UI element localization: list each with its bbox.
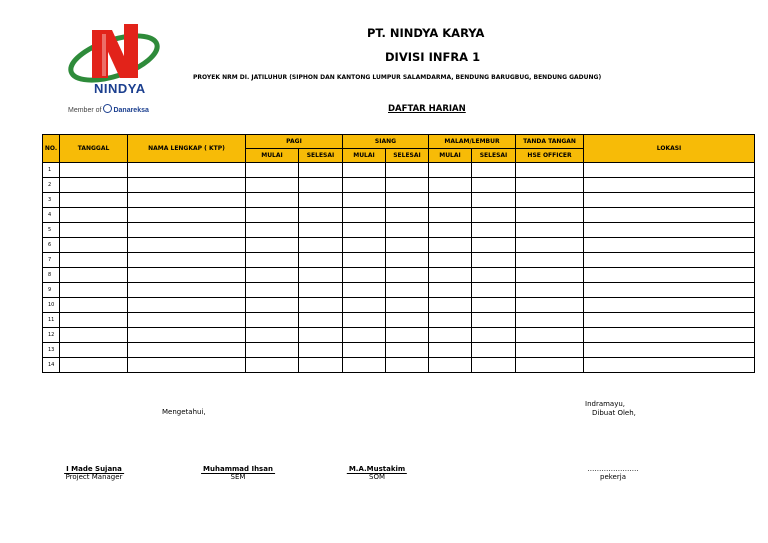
table-cell[interactable] xyxy=(128,253,246,268)
signatory-role: pekerja xyxy=(600,473,626,481)
table-cell[interactable] xyxy=(584,283,755,298)
table-cell[interactable] xyxy=(472,193,516,208)
table-cell[interactable] xyxy=(128,178,246,193)
table-cell[interactable] xyxy=(246,328,299,343)
table-cell[interactable] xyxy=(386,358,429,373)
table-cell[interactable] xyxy=(516,328,584,343)
table-row xyxy=(43,238,755,253)
col-header-malam-selesai: SELESAI xyxy=(472,149,516,163)
table-cell[interactable] xyxy=(128,238,246,253)
table-cell[interactable] xyxy=(128,343,246,358)
table-cell[interactable] xyxy=(128,358,246,373)
table-cell[interactable] xyxy=(246,193,299,208)
mengetahui-label: Mengetahui, xyxy=(162,408,206,416)
project-title: PROYEK NRM DI. JATILUHUR (SIPHON DAN KANTONG LUMPUR SALAMDARMA, BENDUNG BARUGBUG, BENDUNG GADUNG) xyxy=(193,74,602,81)
table-cell[interactable] xyxy=(584,313,755,328)
row-number: 11 xyxy=(43,313,60,328)
table-cell[interactable] xyxy=(343,343,386,358)
row-number: 6 xyxy=(43,238,60,253)
table-cell[interactable] xyxy=(128,268,246,283)
logo-wordmark: NINDYA xyxy=(94,81,146,96)
table-cell[interactable] xyxy=(584,268,755,283)
table-cell[interactable] xyxy=(343,283,386,298)
table-cell[interactable] xyxy=(472,268,516,283)
table-cell[interactable] xyxy=(128,208,246,223)
table-cell[interactable] xyxy=(386,223,429,238)
table-cell[interactable] xyxy=(472,253,516,268)
table-row xyxy=(43,208,755,223)
row-number: 5 xyxy=(43,223,60,238)
table-cell[interactable] xyxy=(584,328,755,343)
danareksa-icon xyxy=(103,104,112,113)
table-cell[interactable] xyxy=(128,298,246,313)
table-cell[interactable] xyxy=(429,253,472,268)
signatory-pm xyxy=(64,465,124,481)
signatory-role: Project Manager xyxy=(65,473,123,481)
col-header-malam-mulai: MULAI xyxy=(429,149,472,163)
table-cell[interactable] xyxy=(516,193,584,208)
table-cell[interactable] xyxy=(299,343,343,358)
table-row xyxy=(43,313,755,328)
table-cell[interactable] xyxy=(472,328,516,343)
table-cell[interactable] xyxy=(299,238,343,253)
table-row xyxy=(43,163,755,178)
table-cell[interactable] xyxy=(299,268,343,283)
table-cell[interactable] xyxy=(386,328,429,343)
table-row xyxy=(43,268,755,283)
signatory-som xyxy=(347,465,407,481)
table-cell[interactable] xyxy=(60,253,128,268)
table-row xyxy=(43,358,755,373)
member-of-text: Member of xyxy=(68,107,102,114)
table-cell[interactable] xyxy=(60,238,128,253)
table-cell[interactable] xyxy=(386,253,429,268)
table-cell[interactable] xyxy=(516,343,584,358)
table-cell[interactable] xyxy=(584,163,755,178)
table-cell[interactable] xyxy=(386,283,429,298)
table-cell[interactable] xyxy=(472,238,516,253)
table-cell[interactable] xyxy=(246,238,299,253)
table-cell[interactable] xyxy=(386,208,429,223)
table-cell[interactable] xyxy=(246,268,299,283)
col-header-siang-selesai: SELESAI xyxy=(386,149,429,163)
table-cell[interactable] xyxy=(246,253,299,268)
table-cell[interactable] xyxy=(386,163,429,178)
table-cell[interactable] xyxy=(128,313,246,328)
place-label: Indramayu, xyxy=(585,400,626,408)
table-cell[interactable] xyxy=(299,298,343,313)
table-cell[interactable] xyxy=(472,208,516,223)
table-cell[interactable] xyxy=(60,313,128,328)
table-cell[interactable] xyxy=(60,193,128,208)
col-header-pagi-selesai: SELESAI xyxy=(299,149,343,163)
table-cell[interactable] xyxy=(299,313,343,328)
table-cell[interactable] xyxy=(299,178,343,193)
table-cell[interactable] xyxy=(516,223,584,238)
table-cell[interactable] xyxy=(299,283,343,298)
table-row xyxy=(43,223,755,238)
table-cell[interactable] xyxy=(60,163,128,178)
signatory-name: I Made Sujana xyxy=(66,465,122,473)
document-title: DAFTAR HARIAN xyxy=(388,104,466,114)
table-cell[interactable] xyxy=(386,238,429,253)
row-number: 7 xyxy=(43,253,60,268)
row-number: 14 xyxy=(43,358,60,373)
table-cell[interactable] xyxy=(472,343,516,358)
signatory-sem xyxy=(201,465,275,481)
table-cell[interactable] xyxy=(516,313,584,328)
dibuat-oleh-label: Dibuat Oleh, xyxy=(592,409,636,417)
row-number: 4 xyxy=(43,208,60,223)
table-cell[interactable] xyxy=(60,328,128,343)
row-number: 10 xyxy=(43,298,60,313)
table-cell[interactable] xyxy=(516,178,584,193)
col-header-hse-officer: HSE OFFICER xyxy=(516,149,584,163)
table-cell[interactable] xyxy=(429,223,472,238)
table-cell[interactable] xyxy=(299,223,343,238)
table-cell[interactable] xyxy=(299,253,343,268)
table-cell[interactable] xyxy=(343,313,386,328)
table-cell[interactable] xyxy=(386,343,429,358)
table-cell[interactable] xyxy=(429,268,472,283)
table-cell[interactable] xyxy=(584,208,755,223)
signatory-name: Muhammad Ihsan xyxy=(203,465,273,473)
table-cell[interactable] xyxy=(429,358,472,373)
table-cell[interactable] xyxy=(584,238,755,253)
table-cell[interactable] xyxy=(516,268,584,283)
table-row xyxy=(43,343,755,358)
table-cell[interactable] xyxy=(60,208,128,223)
table-cell[interactable] xyxy=(429,283,472,298)
table-cell[interactable] xyxy=(429,238,472,253)
table-cell[interactable] xyxy=(429,313,472,328)
table-cell[interactable] xyxy=(516,208,584,223)
row-number: 8 xyxy=(43,268,60,283)
col-header-pagi: PAGI xyxy=(246,135,343,149)
member-of-tagline xyxy=(68,104,149,114)
table-cell[interactable] xyxy=(343,223,386,238)
table-cell[interactable] xyxy=(516,238,584,253)
table-cell[interactable] xyxy=(584,223,755,238)
table-cell[interactable] xyxy=(472,163,516,178)
signatory-role: SEM xyxy=(230,473,246,481)
table-cell[interactable] xyxy=(60,268,128,283)
table-cell[interactable] xyxy=(584,193,755,208)
table-cell[interactable] xyxy=(246,298,299,313)
table-cell[interactable] xyxy=(246,313,299,328)
table-cell[interactable] xyxy=(128,163,246,178)
table-cell[interactable] xyxy=(299,328,343,343)
table-cell[interactable] xyxy=(429,163,472,178)
table-cell[interactable] xyxy=(343,163,386,178)
table-cell[interactable] xyxy=(60,223,128,238)
table-cell[interactable] xyxy=(472,178,516,193)
table-row xyxy=(43,298,755,313)
table-cell[interactable] xyxy=(429,178,472,193)
table-row xyxy=(43,328,755,343)
table-cell[interactable] xyxy=(246,343,299,358)
row-number: 12 xyxy=(43,328,60,343)
table-cell[interactable] xyxy=(584,253,755,268)
table-cell[interactable] xyxy=(299,358,343,373)
row-number: 9 xyxy=(43,283,60,298)
table-cell[interactable] xyxy=(343,208,386,223)
col-header-siang: SIANG xyxy=(343,135,429,149)
daily-attendance-table xyxy=(42,134,755,373)
signatory-pekerja xyxy=(587,465,638,481)
table-row xyxy=(43,283,755,298)
table-cell[interactable] xyxy=(299,193,343,208)
table-cell[interactable] xyxy=(429,328,472,343)
table-cell[interactable] xyxy=(246,358,299,373)
table-cell[interactable] xyxy=(246,163,299,178)
table-cell[interactable] xyxy=(128,193,246,208)
table-cell[interactable] xyxy=(343,358,386,373)
member-brand: Danareksa xyxy=(113,107,149,114)
row-number: 13 xyxy=(43,343,60,358)
row-number: 2 xyxy=(43,178,60,193)
table-row xyxy=(43,253,755,268)
table-cell[interactable] xyxy=(516,283,584,298)
table-cell[interactable] xyxy=(516,298,584,313)
table-cell[interactable] xyxy=(472,283,516,298)
table-cell[interactable] xyxy=(60,178,128,193)
table-cell[interactable] xyxy=(343,178,386,193)
table-cell[interactable] xyxy=(128,328,246,343)
table-cell[interactable] xyxy=(429,208,472,223)
table-cell[interactable] xyxy=(343,193,386,208)
table-cell[interactable] xyxy=(60,343,128,358)
table-cell[interactable] xyxy=(584,178,755,193)
table-cell[interactable] xyxy=(386,268,429,283)
table-cell[interactable] xyxy=(584,343,755,358)
signatory-name: M.A.Mustakim xyxy=(348,465,406,473)
table-cell[interactable] xyxy=(386,178,429,193)
col-header-no: NO. xyxy=(43,135,60,163)
table-cell[interactable] xyxy=(299,208,343,223)
col-header-nama: NAMA LENGKAP ( KTP) xyxy=(128,135,246,163)
col-header-lokasi: LOKASI xyxy=(584,135,755,163)
table-cell[interactable] xyxy=(516,163,584,178)
table-cell[interactable] xyxy=(299,163,343,178)
table-cell[interactable] xyxy=(584,358,755,373)
table-cell[interactable] xyxy=(246,208,299,223)
table-cell[interactable] xyxy=(472,298,516,313)
table-row xyxy=(43,178,755,193)
table-cell[interactable] xyxy=(60,283,128,298)
table-cell[interactable] xyxy=(60,358,128,373)
table-cell[interactable] xyxy=(516,253,584,268)
signatory-role: SOM xyxy=(369,473,385,481)
table-cell[interactable] xyxy=(343,238,386,253)
table-cell[interactable] xyxy=(343,328,386,343)
col-header-siang-mulai: MULAI xyxy=(343,149,386,163)
col-header-tanda-tangan: TANDA TANGAN xyxy=(516,135,584,149)
table-cell[interactable] xyxy=(386,313,429,328)
table-cell[interactable] xyxy=(60,298,128,313)
table-cell[interactable] xyxy=(516,358,584,373)
table-cell[interactable] xyxy=(343,253,386,268)
col-header-malam: MALAM/LEMBUR xyxy=(429,135,516,149)
col-header-pagi-mulai: MULAI xyxy=(246,149,299,163)
table-cell[interactable] xyxy=(128,223,246,238)
table-cell[interactable] xyxy=(429,343,472,358)
table-cell[interactable] xyxy=(472,313,516,328)
division-title: DIVISI INFRA 1 xyxy=(385,50,481,64)
signatory-name: …………………. xyxy=(587,465,639,473)
table-cell[interactable] xyxy=(472,223,516,238)
table-body xyxy=(43,163,755,373)
table-cell[interactable] xyxy=(246,223,299,238)
row-number: 3 xyxy=(43,193,60,208)
table-row xyxy=(43,193,755,208)
table-cell[interactable] xyxy=(128,283,246,298)
table-cell[interactable] xyxy=(386,193,429,208)
table-cell[interactable] xyxy=(246,283,299,298)
table-cell[interactable] xyxy=(429,298,472,313)
row-number: 1 xyxy=(43,163,60,178)
table-cell[interactable] xyxy=(472,358,516,373)
col-header-tanggal: TANGGAL xyxy=(60,135,128,163)
table-cell[interactable] xyxy=(343,298,386,313)
company-title: PT. NINDYA KARYA xyxy=(367,26,485,40)
table-cell[interactable] xyxy=(429,193,472,208)
table-cell[interactable] xyxy=(386,298,429,313)
table-cell[interactable] xyxy=(343,268,386,283)
table-cell[interactable] xyxy=(246,178,299,193)
table-cell[interactable] xyxy=(584,298,755,313)
